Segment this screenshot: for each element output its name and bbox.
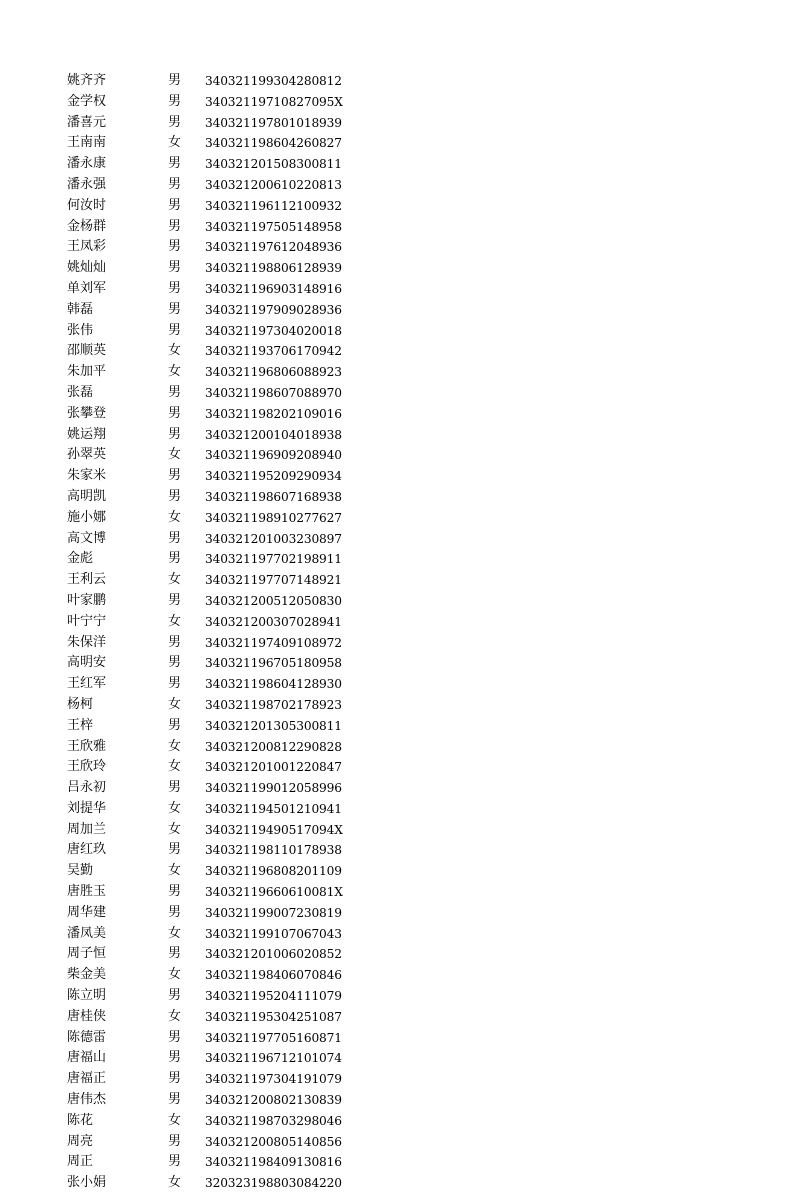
id-number-cell: 340321200610220813 (205, 177, 342, 192)
name-cell: 姚灿灿 (67, 260, 107, 276)
name-cell: 周亮 (67, 1133, 94, 1149)
id-number-cell: 340321200307028941 (205, 614, 342, 629)
gender-cell: 男 (168, 904, 182, 920)
name-cell: 朱加平 (67, 364, 107, 380)
name-cell: 杨柯 (67, 696, 94, 712)
name-cell: 王南南 (67, 135, 107, 151)
name-cell: 潘永康 (67, 156, 107, 172)
id-number-cell: 340321198607168938 (205, 489, 342, 504)
gender-cell: 男 (168, 93, 182, 109)
table-row (0, 383, 793, 404)
id-number-cell: 340321200802130839 (205, 1093, 342, 1108)
gender-cell: 女 (168, 738, 182, 754)
table-row (0, 362, 793, 383)
name-cell: 叶宁宁 (67, 613, 107, 629)
gender-cell: 男 (168, 176, 182, 192)
name-cell: 陈立明 (67, 988, 107, 1004)
table-row (0, 217, 793, 238)
name-cell: 施小娜 (67, 509, 107, 525)
id-number-cell: 340321197801018939 (205, 115, 342, 130)
id-number-cell: 340321199107067043 (205, 926, 342, 941)
table-row (0, 965, 793, 986)
id-number-cell: 340321196808201109 (205, 864, 342, 879)
id-number-cell: 340321199012058996 (205, 781, 342, 796)
name-cell: 周子恒 (67, 946, 107, 962)
gender-cell: 男 (168, 884, 182, 900)
name-cell: 高文博 (67, 530, 107, 546)
id-number-cell: 340321198607088970 (205, 385, 342, 400)
gender-cell: 男 (168, 551, 182, 567)
gender-cell: 女 (168, 1112, 182, 1128)
id-number-cell: 340321197612048936 (205, 240, 342, 255)
gender-cell: 女 (168, 800, 182, 816)
table-row (0, 445, 793, 466)
table-row (0, 820, 793, 841)
id-number-cell: 340321198806128939 (205, 261, 342, 276)
id-number-cell: 340321197909028936 (205, 302, 342, 317)
gender-cell: 男 (168, 260, 182, 276)
id-number-cell: 320323198803084220 (205, 1176, 342, 1191)
name-cell: 潘凤美 (67, 925, 107, 941)
gender-cell: 男 (168, 1050, 182, 1066)
table-row (0, 591, 793, 612)
name-cell: 高明凯 (67, 488, 107, 504)
name-cell: 张小娟 (67, 1175, 107, 1191)
roster-table (0, 71, 793, 1194)
id-number-cell: 340321197707148921 (205, 573, 342, 588)
table-row (0, 133, 793, 154)
gender-cell: 女 (168, 572, 182, 588)
gender-cell: 男 (168, 1071, 182, 1087)
name-cell: 唐福山 (67, 1050, 107, 1066)
name-cell: 韩磊 (67, 301, 94, 317)
table-row (0, 341, 793, 362)
gender-cell: 男 (168, 156, 182, 172)
id-number-cell: 340321199304280812 (205, 74, 342, 88)
table-row (0, 944, 793, 965)
gender-cell: 男 (168, 530, 182, 546)
name-cell: 周华建 (67, 904, 107, 920)
name-cell: 唐桂侠 (67, 1008, 107, 1024)
table-row (0, 986, 793, 1007)
id-number-cell: 340321199007230819 (205, 905, 342, 920)
gender-cell: 男 (168, 468, 182, 484)
name-cell: 张伟 (67, 322, 94, 338)
gender-cell: 男 (168, 1029, 182, 1045)
table-row (0, 612, 793, 633)
name-cell: 唐伟杰 (67, 1092, 107, 1108)
table-row (0, 300, 793, 321)
name-cell: 王利云 (67, 572, 107, 588)
name-cell: 王凤彩 (67, 239, 107, 255)
id-number-cell: 340321201001220847 (205, 760, 342, 775)
id-number-cell: 340321201305300811 (205, 718, 342, 733)
table-row (0, 321, 793, 342)
name-cell: 周正 (67, 1154, 94, 1170)
table-row (0, 1028, 793, 1049)
id-number-cell: 340321198604128930 (205, 677, 342, 692)
table-row (0, 237, 793, 258)
table-row (0, 778, 793, 799)
name-cell: 唐福正 (67, 1071, 107, 1087)
table-row (0, 1048, 793, 1069)
gender-cell: 男 (168, 676, 182, 692)
name-cell: 金学权 (67, 93, 107, 109)
id-number-cell: 340321198406070846 (205, 968, 342, 983)
gender-cell: 男 (168, 1154, 182, 1170)
gender-cell: 女 (168, 135, 182, 151)
id-number-cell: 340321197304020018 (205, 323, 342, 338)
id-number-cell: 340321195209290934 (205, 469, 342, 484)
table-row (0, 1111, 793, 1132)
id-number-cell: 340321201003230897 (205, 531, 342, 546)
table-row (0, 71, 793, 92)
table-row (0, 1069, 793, 1090)
name-cell: 柴金美 (67, 967, 107, 983)
gender-cell: 男 (168, 426, 182, 442)
table-row (0, 570, 793, 591)
gender-cell: 男 (168, 1092, 182, 1108)
name-cell: 王红军 (67, 676, 107, 692)
table-row (0, 529, 793, 550)
gender-cell: 男 (168, 73, 182, 88)
name-cell: 张磊 (67, 384, 94, 400)
id-number-cell: 340321196712101074 (205, 1051, 342, 1066)
name-cell: 单刘军 (67, 280, 107, 296)
id-number-cell: 340321198703298046 (205, 1113, 342, 1128)
gender-cell: 男 (168, 405, 182, 421)
gender-cell: 女 (168, 509, 182, 525)
table-row (0, 113, 793, 134)
id-number-cell: 340321195204111079 (205, 989, 342, 1004)
id-number-cell: 340321198202109016 (205, 406, 342, 421)
gender-cell: 女 (168, 343, 182, 359)
table-row (0, 279, 793, 300)
name-cell: 何汝时 (67, 197, 107, 213)
gender-cell: 男 (168, 301, 182, 317)
table-row (0, 1173, 793, 1194)
gender-cell: 男 (168, 655, 182, 671)
table-row (0, 154, 793, 175)
name-cell: 金杨群 (67, 218, 107, 234)
gender-cell: 男 (168, 384, 182, 400)
table-row (0, 175, 793, 196)
name-cell: 刘提华 (67, 800, 107, 816)
gender-cell: 男 (168, 634, 182, 650)
name-cell: 高明安 (67, 655, 107, 671)
gender-cell: 男 (168, 280, 182, 296)
gender-cell: 男 (168, 842, 182, 858)
id-number-cell: 340321193706170942 (205, 344, 342, 359)
table-row (0, 196, 793, 217)
gender-cell: 女 (168, 613, 182, 629)
table-row (0, 549, 793, 570)
gender-cell: 男 (168, 592, 182, 608)
id-number-cell: 340321201508300811 (205, 157, 342, 172)
name-cell: 陈德雷 (67, 1029, 107, 1045)
table-row (0, 508, 793, 529)
gender-cell: 女 (168, 759, 182, 775)
gender-cell: 男 (168, 218, 182, 234)
id-number-cell: 340321196806088923 (205, 365, 342, 380)
table-row (0, 716, 793, 737)
id-number-cell: 340321198604260827 (205, 136, 342, 151)
gender-cell: 男 (168, 488, 182, 504)
table-row (0, 799, 793, 820)
table-row (0, 633, 793, 654)
name-cell: 姚运翔 (67, 426, 107, 442)
table-row (0, 882, 793, 903)
gender-cell: 女 (168, 925, 182, 941)
id-number-cell: 34032119710827095X (205, 94, 343, 109)
table-row (0, 924, 793, 945)
table-row (0, 674, 793, 695)
gender-cell: 女 (168, 1008, 182, 1024)
table-row (0, 757, 793, 778)
table-row (0, 487, 793, 508)
gender-cell: 男 (168, 1133, 182, 1149)
gender-cell: 男 (168, 197, 182, 213)
gender-cell: 男 (168, 114, 182, 130)
gender-cell: 男 (168, 717, 182, 733)
id-number-cell: 340321197505148958 (205, 219, 342, 234)
table-row (0, 695, 793, 716)
id-number-cell: 340321198702178923 (205, 697, 342, 712)
id-number-cell: 34032119490517094X (205, 822, 343, 837)
table-row (0, 425, 793, 446)
id-number-cell: 340321198910277627 (205, 510, 342, 525)
name-cell: 周加兰 (67, 821, 107, 837)
gender-cell: 女 (168, 447, 182, 463)
id-number-cell: 340321200512050830 (205, 593, 342, 608)
gender-cell: 女 (168, 821, 182, 837)
name-cell: 朱家米 (67, 468, 107, 484)
table-row (0, 737, 793, 758)
id-number-cell: 340321198110178938 (205, 843, 342, 858)
name-cell: 潘喜元 (67, 114, 107, 130)
table-row (0, 903, 793, 924)
name-cell: 朱保洋 (67, 634, 107, 650)
table-row (0, 466, 793, 487)
gender-cell: 男 (168, 780, 182, 796)
name-cell: 姚齐齐 (67, 73, 107, 88)
id-number-cell: 340321196909208940 (205, 448, 342, 463)
id-number-cell: 340321197304191079 (205, 1072, 342, 1087)
name-cell: 唐红玖 (67, 842, 107, 858)
id-number-cell: 340321198409130816 (205, 1155, 342, 1170)
name-cell: 叶家鹏 (67, 592, 107, 608)
id-number-cell: 340321200812290828 (205, 739, 342, 754)
name-cell: 孙翠英 (67, 447, 107, 463)
table-row (0, 840, 793, 861)
name-cell: 金彪 (67, 551, 94, 567)
gender-cell: 男 (168, 946, 182, 962)
gender-cell: 男 (168, 239, 182, 255)
id-number-cell: 340321197705160871 (205, 1030, 342, 1045)
id-number-cell: 340321195304251087 (205, 1009, 342, 1024)
id-number-cell: 340321200805140856 (205, 1134, 342, 1149)
id-number-cell: 340321197702198911 (205, 552, 342, 567)
gender-cell: 女 (168, 863, 182, 879)
name-cell: 吴勤 (67, 863, 94, 879)
id-number-cell: 340321194501210941 (205, 801, 342, 816)
name-cell: 陈花 (67, 1112, 94, 1128)
gender-cell: 女 (168, 967, 182, 983)
id-number-cell: 340321196903148916 (205, 281, 342, 296)
gender-cell: 女 (168, 696, 182, 712)
name-cell: 张攀登 (67, 405, 107, 421)
name-cell: 唐胜玉 (67, 884, 107, 900)
id-number-cell: 340321197409108972 (205, 635, 342, 650)
name-cell: 王欣雅 (67, 738, 107, 754)
id-number-cell: 340321200104018938 (205, 427, 342, 442)
id-number-cell: 340321196705180958 (205, 656, 342, 671)
name-cell: 王梓 (67, 717, 94, 733)
name-cell: 邵顺英 (67, 343, 107, 359)
table-row (0, 1090, 793, 1111)
table-row (0, 258, 793, 279)
name-cell: 潘永强 (67, 176, 107, 192)
gender-cell: 女 (168, 364, 182, 380)
table-row (0, 1132, 793, 1153)
table-row (0, 92, 793, 113)
table-row (0, 653, 793, 674)
name-cell: 吕永初 (67, 780, 107, 796)
gender-cell: 女 (168, 1175, 182, 1191)
gender-cell: 男 (168, 322, 182, 338)
table-row (0, 1152, 793, 1173)
table-row (0, 1007, 793, 1028)
id-number-cell: 340321201006020852 (205, 947, 342, 962)
table-row (0, 404, 793, 425)
id-number-cell: 340321196112100932 (205, 198, 342, 213)
id-number-cell: 34032119660610081X (205, 885, 343, 900)
table-row (0, 861, 793, 882)
name-cell: 王欣玲 (67, 759, 107, 775)
gender-cell: 男 (168, 988, 182, 1004)
